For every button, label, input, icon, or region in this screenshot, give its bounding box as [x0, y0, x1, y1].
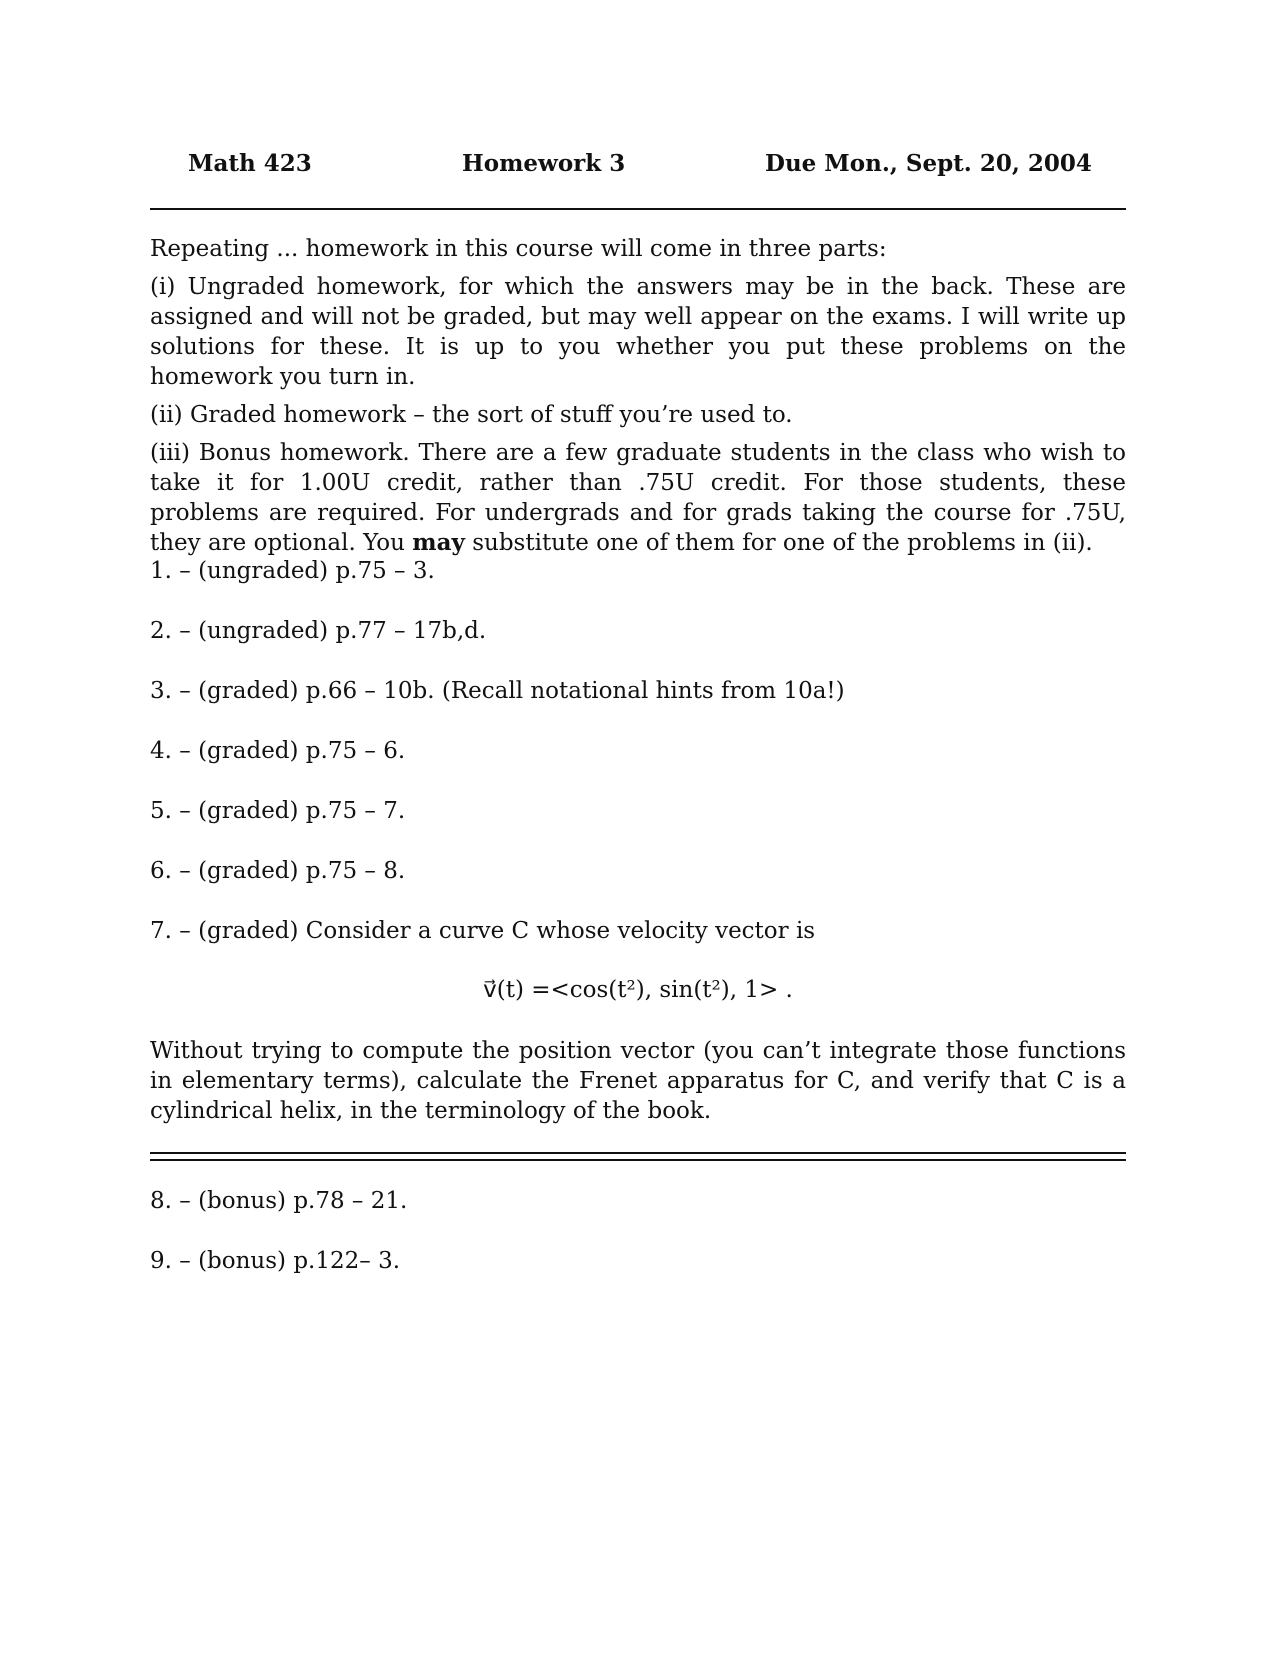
velocity-equation: v⃗(t) =<cos(t²), sin(t²), 1> . [483, 977, 793, 1003]
part-iii-bold: may [412, 529, 465, 556]
problem-item: 6. – (graded) p.75 – 8. [150, 858, 406, 884]
problem-item: 1. – (ungraded) p.75 – 3. [150, 558, 435, 584]
problem-item: 2. – (ungraded) p.77 – 17b,d. [150, 618, 487, 644]
problem-7-instructions [150, 1036, 1126, 1126]
homework-title: Homework 3 [462, 150, 626, 177]
intro-section [150, 234, 1126, 566]
course-name: Math 423 [188, 150, 312, 177]
problem-item: 5. – (graded) p.75 – 7. [150, 798, 406, 824]
problem-list [150, 556, 1126, 976]
page-header [150, 150, 1126, 186]
header-rule [150, 208, 1126, 210]
bonus-item: 8. – (bonus) p.78 – 21. [150, 1188, 408, 1214]
problem-item: 4. – (graded) p.75 – 6. [150, 738, 406, 764]
problem-item: 7. – (graded) Consider a curve C whose velocity vector is [150, 918, 816, 944]
intro-part-i: (i) Ungraded homework, for which the answers may be in the back. These are assigned and will not be graded, but may well appear on the exams. I will write up solutions for these. It is up to you whether you put these problems on the homework you turn in. [150, 274, 1126, 390]
problem-item: 3. – (graded) p.66 – 10b. (Recall notational hints from 10a!) [150, 678, 845, 704]
bonus-list [150, 1186, 1126, 1306]
part-iii-text-b: substitute one of them for one of the problems in (ii). [464, 530, 1093, 556]
intro-lead: Repeating ... homework in this course will come in three parts: [150, 236, 887, 262]
closing-text: Without trying to compute the position vector (you can’t integrate those functions in elementary terms), calculate the Frenet apparatus for C, and verify that C is a cylindrical helix, in the terminology of the book. [150, 1038, 1126, 1124]
intro-part-iii [150, 438, 1126, 558]
part-iii-text-a: (iii) Bonus homework. There are a few graduate students in the class who wish to take it for 1.00U credit, rather than .75U credit. For those students, these problems are required. For undergrads and for grads taking the course for .75U, they are optional. You [150, 440, 1126, 556]
intro-part-ii: (ii) Graded homework – the sort of stuff you’re used to. [150, 402, 793, 428]
bonus-separator-rule [150, 1152, 1126, 1161]
due-date: Due Mon., Sept. 20, 2004 [765, 150, 1092, 177]
bonus-item: 9. – (bonus) p.122– 3. [150, 1248, 401, 1274]
